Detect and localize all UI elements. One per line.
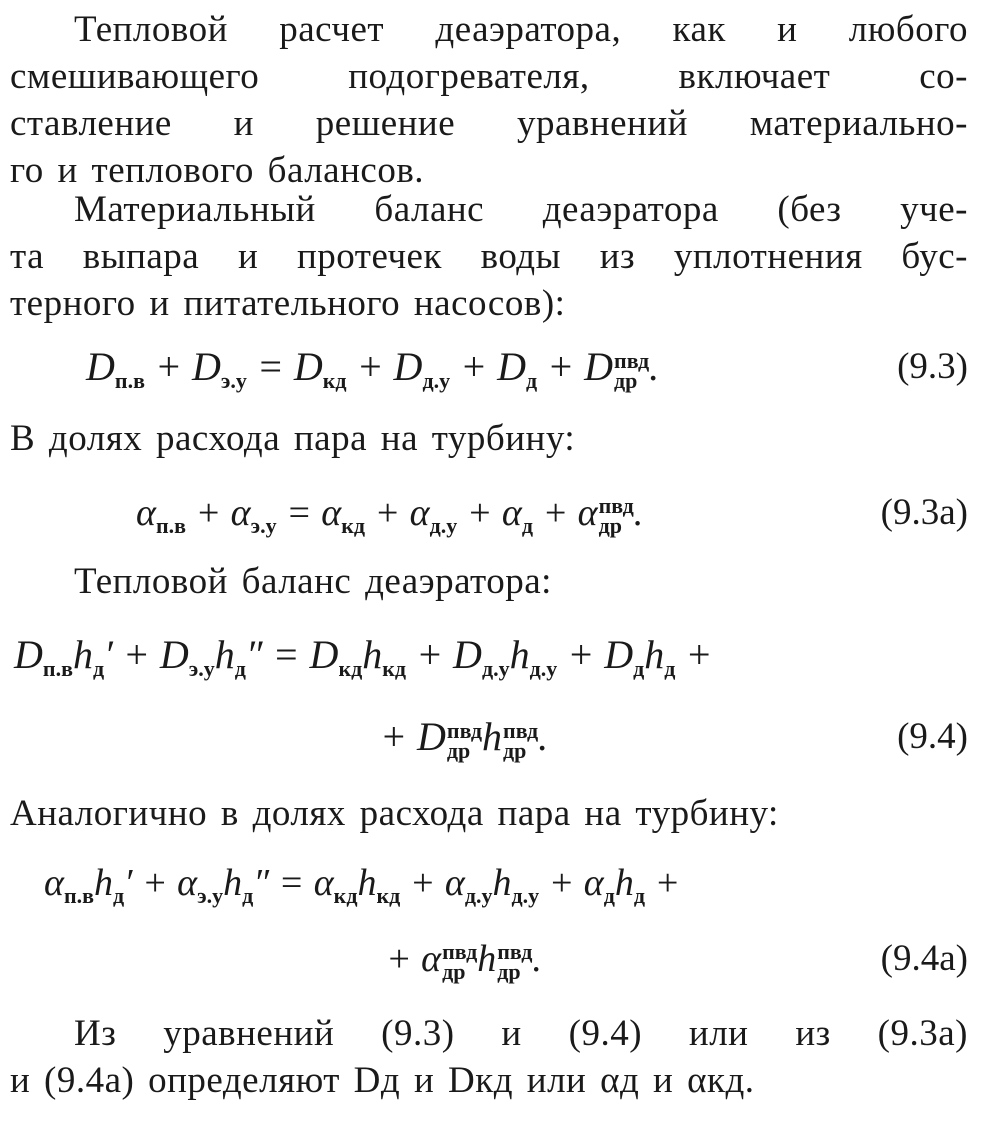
text-line: та выпара и протечек воды из уплотнения бус- — [10, 236, 968, 277]
text-line: Тепловой расчет деаэратора, как и любого — [74, 9, 968, 50]
text-line: и (9.4а) определяют Dд и Dкд или αд и αкд. — [10, 1060, 755, 1101]
equation-number: (9.3а) — [880, 492, 968, 533]
paragraph-material-balance — [10, 186, 968, 327]
equation-9-4a-line1: $\alpha_{п.в}h_д' + \alpha_{э.у}h_д'' = \alpha_{кд}h_{кд} + \alpha_{д.у}h_{д.у} + \alpha_дh_д$ + — [44, 862, 681, 908]
equation-9-4-line1: $D_{п.в}h_д' + D_{э.у}h_д'' = D_{кд}h_{кд} + D_{д.у}h_{д.у} + D_дh_д$ + — [14, 632, 713, 681]
text-line: го и теплового балансов. — [10, 150, 425, 191]
equation-9-3a: $\alpha_{п.в} + \alpha_{э.у} = \alpha_{кд} + \alpha_{д.у} + \alpha_д + \alpha$ пвд др . — [136, 492, 644, 539]
text-line: смешивающего подогревателя, включает со- — [10, 56, 968, 97]
equation-number: (9.4а) — [880, 938, 968, 979]
lead-text: Аналогично в долях расхода пара на турбину: — [10, 793, 779, 834]
equation-9-4a-line2: + α пвд др h пвд др . — [386, 938, 542, 985]
paragraph-intro — [10, 6, 968, 194]
equation-number: (9.3) — [897, 346, 968, 387]
lead-text: Тепловой баланс деаэратора: — [74, 561, 552, 602]
equation-9-3: $D_{п.в} + D_{э.у} = D_{кд} + D_{д.у} + D_д + D$ пвд др . — [86, 344, 660, 393]
text-line: терного и питательного насосов): — [10, 283, 566, 324]
equation-number: (9.4) — [897, 716, 968, 757]
equation-9-4-line2: + D пвд др h пвд др . — [380, 714, 549, 763]
text-line: ставление и решение уравнений материально- — [10, 103, 968, 144]
text-line: Материальный баланс деаэратора (без уче- — [74, 189, 968, 230]
lead-text: В долях расхода пара на турбину: — [10, 418, 576, 459]
paragraph-conclusion — [10, 1010, 968, 1104]
text-line: Из уравнений (9.3) и (9.4) или из (9.3а) — [74, 1013, 968, 1054]
